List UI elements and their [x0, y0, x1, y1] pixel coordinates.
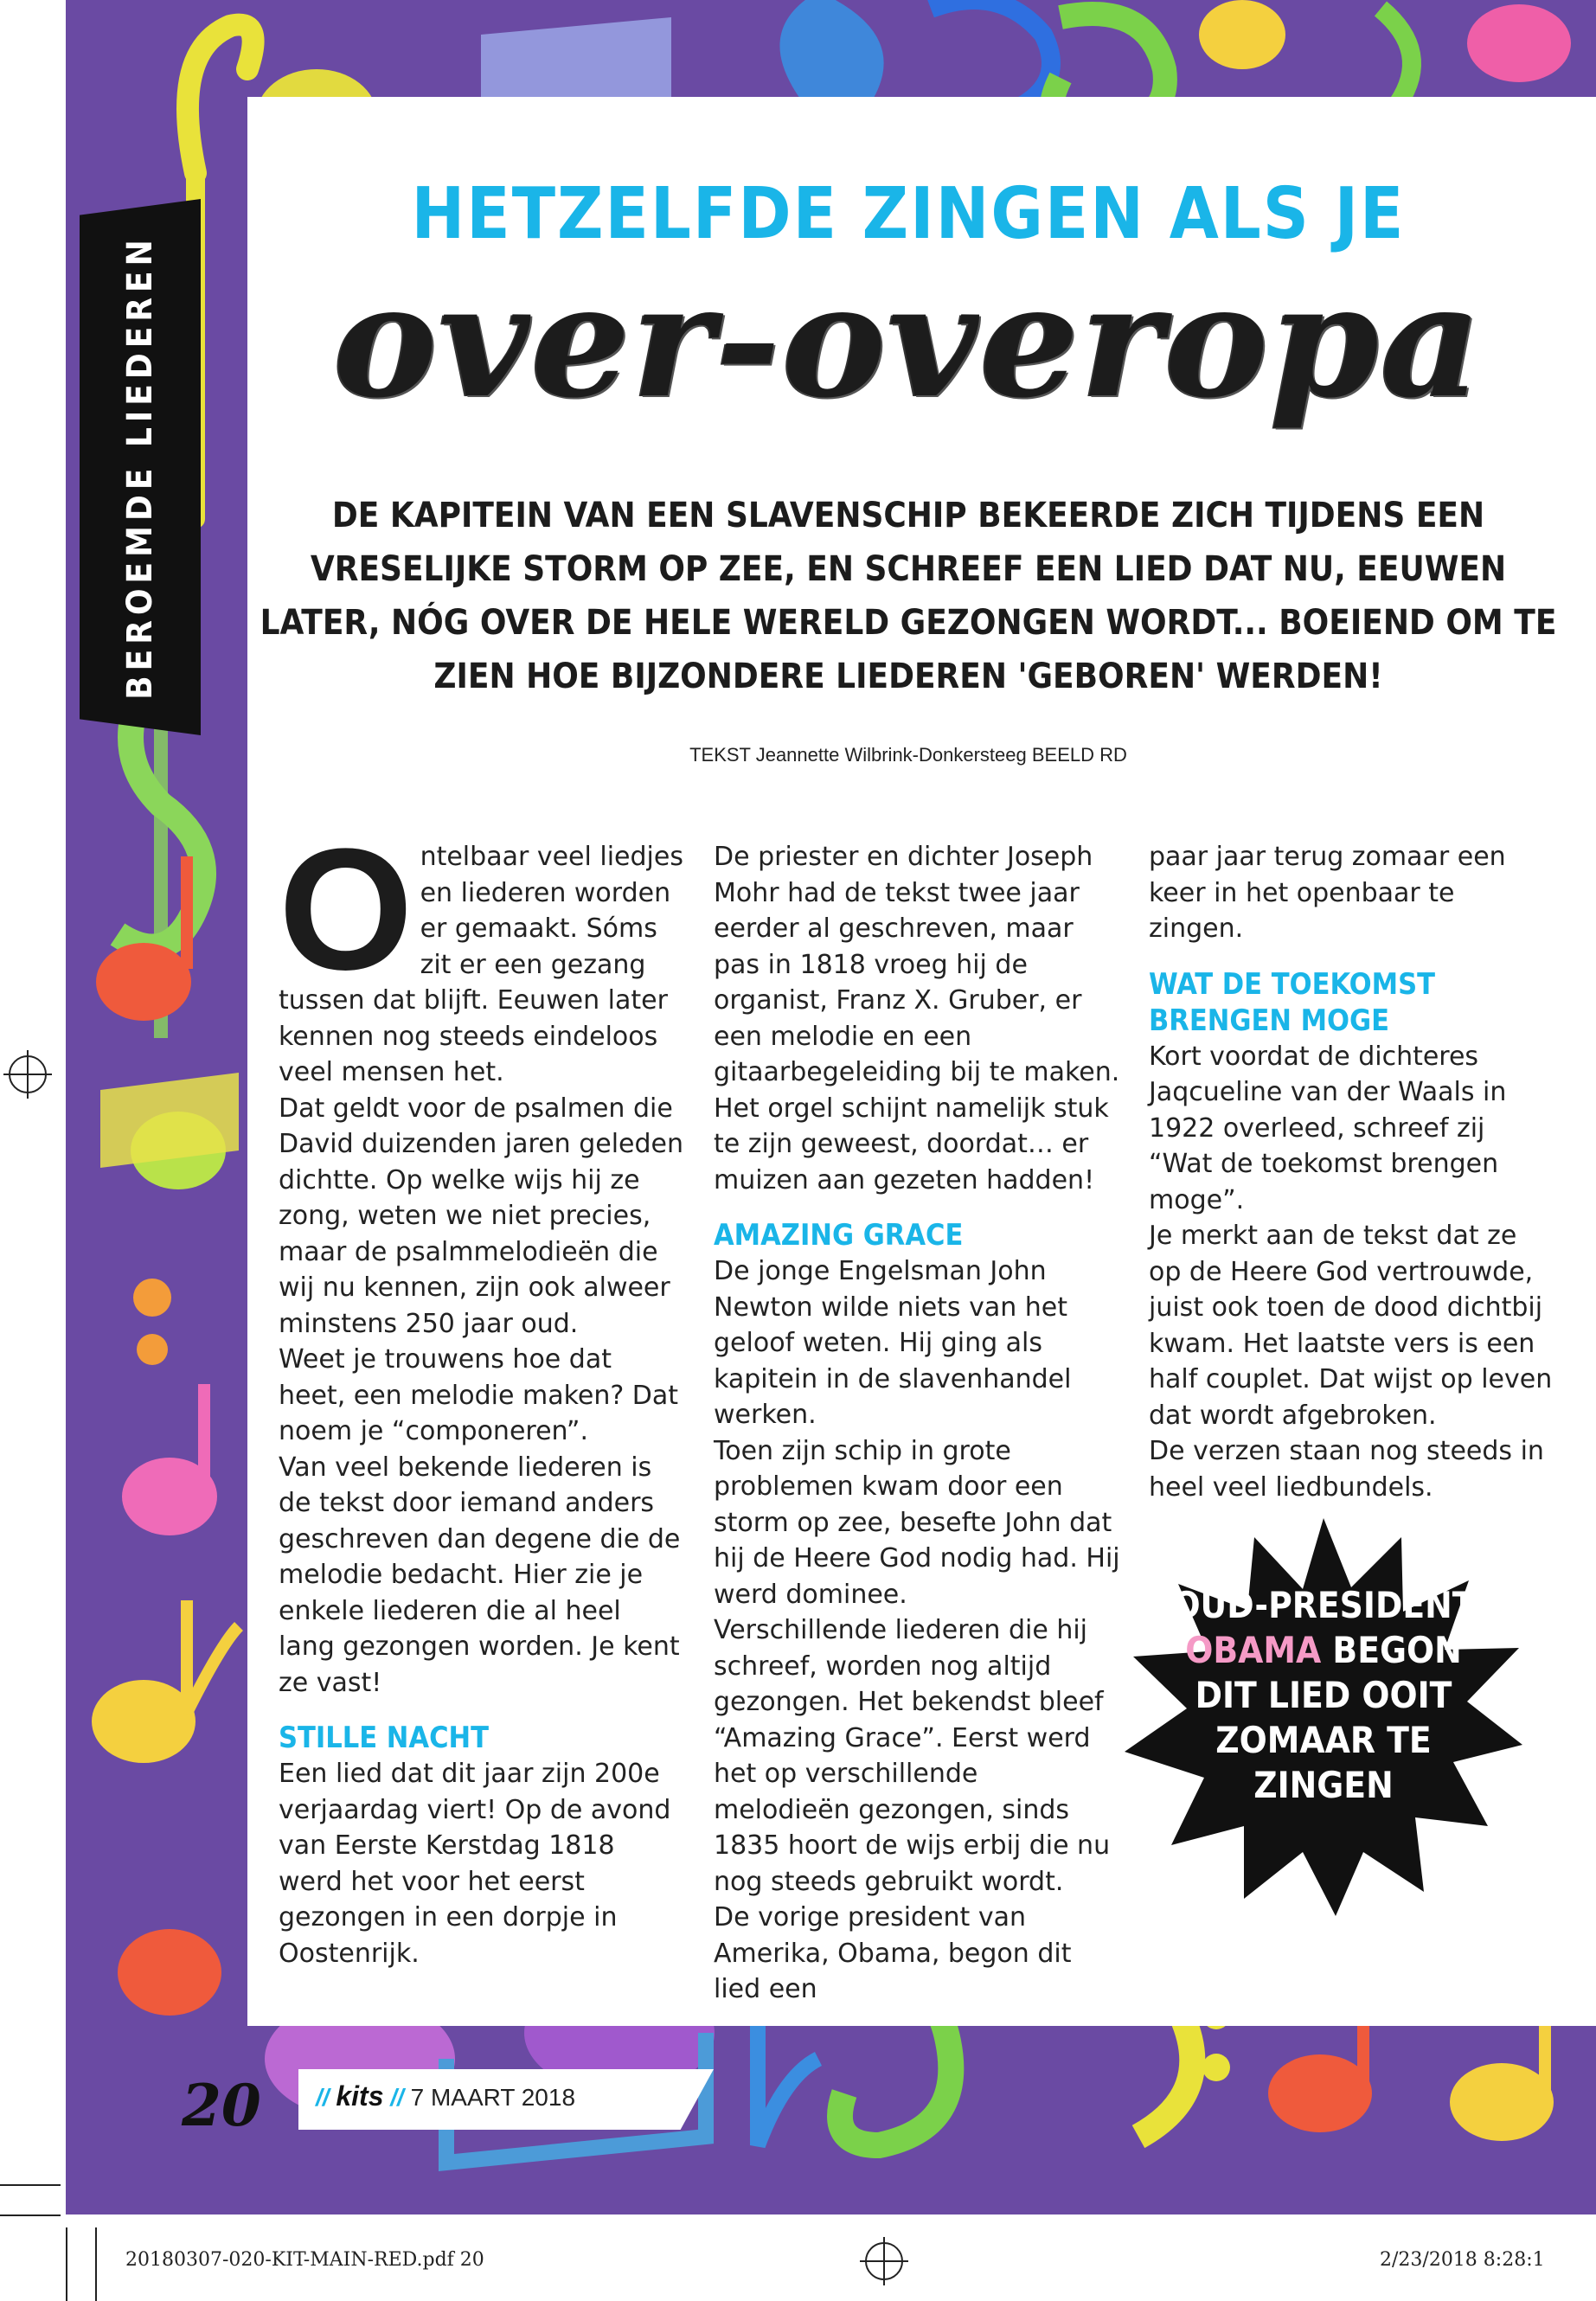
article-credit: TEKST Jeannette Wilbrink-Donkersteeg BEELD RD: [689, 744, 1127, 766]
paragraph: Je merkt aan de tekst dat ze op de Heere God vertrouwde, juist ook toen de dood dichtbij kwam. Het laatste vers is een half couplet. Dat wijst op leven dat wordt afgebroken.: [1149, 1221, 1553, 1431]
print-timestamp: 2/23/2018 8:28:1: [1380, 2249, 1545, 2271]
drop-cap: O: [279, 813, 413, 1006]
headline-script: over-overopa: [333, 250, 1484, 433]
footer-slash: //: [390, 2084, 404, 2111]
paragraph: Een lied dat dit jaar zijn 200e verjaardag viert! Op de avond van Eerste Kerstdag 1818 werd het voor het eerst gezongen in een dorpje in Oostenrijk.: [279, 1759, 671, 1969]
paragraph: De vorige president van Amerika, Obama, begon dit lied een: [714, 1902, 1072, 2004]
registration-mark-icon: [9, 1055, 47, 1093]
lead-text: ntelbaar veel liedjes en liederen worden er gemaakt. Sóms zit er een gezang tussen dat blijft. Eeuwen later kennen nog steeds eindeloos veel mensen het.: [279, 842, 683, 1087]
paragraph: Toen zijn schip in grote problemen kwam door een storm op zee, besefte John dat hij de Heere God nodig had. Hij werd dominee.: [714, 1435, 1120, 1610]
magazine-brand: kits: [336, 2080, 384, 2112]
callout-line-2: BEGON DIT LIED OOIT ZOMAAR TE ZINGEN: [1195, 1629, 1462, 1806]
crop-mark: [95, 2227, 97, 2301]
callout-line-1: OUD-PRESIDENT: [1172, 1584, 1475, 1626]
note-top-7: [1381, 9, 1412, 104]
footer-slash: //: [316, 2084, 330, 2111]
crop-mark: [0, 2184, 61, 2186]
paragraph: paar jaar terug zomaar een keer in het openbaar te zingen.: [1149, 842, 1506, 944]
registration-mark-icon: [865, 2242, 903, 2280]
section-heading-stille-nacht: STILLE NACHT: [279, 1721, 489, 1755]
section-heading-wat-de-toekomst: WAT DE TOEKOMST BRENGEN MOGE: [1149, 966, 1436, 1038]
intro-paragraph: DE KAPITEIN VAN EEN SLAVENSCHIP BEKEERDE ZICH TIJDENS EEN VRESELIJKE STORM OP ZEE, EN SCHREEF EEN LIED DAT NU, EEUWEN LATER, NÓG OVER DE HELE WERELD GEZONGEN WORDT... BOEIEND OM TE ZIEN HOE BIJZONDERE LIEDEREN 'GEBOREN' WERDEN!: [260, 496, 1557, 696]
print-filename: 20180307-020-KIT-MAIN-RED.pdf 20: [125, 2249, 484, 2271]
page-number: 20: [182, 2072, 261, 2139]
headline-kicker: HETZELFDE ZINGEN ALS JE: [411, 173, 1406, 255]
paragraph: De verzen staan nog steeds in heel veel liedbundels.: [1149, 1436, 1544, 1503]
paragraph: De jonge Engelsman John Newton wilde niets van het geloof weten. Hij ging als kapitein in de slavenhandel werken.: [714, 1256, 1072, 1430]
article-column-3: [1149, 839, 1555, 1505]
article-column-1: [279, 813, 685, 1971]
paragraph: De priester en dichter Joseph Mohr had de tekst twee jaar eerder al geschreven, maar pas in 1818 vroeg hij de organist, Franz X. Gruber, er een melodie en een gitaarbegeleiding bij te maken. Het orgel schijnt namelijk stuk te zijn geweest, doordat… er muizen aan gezeten hadden!: [714, 842, 1120, 1195]
paragraph: Weet je trouwens hoe dat heet, een melodie maken? Dat noem je “componeren”.: [279, 1344, 679, 1446]
footer-info: [316, 2080, 575, 2112]
section-tab-label: BEROEMDE LIEDEREN: [120, 234, 161, 700]
crop-mark: [0, 2214, 61, 2216]
note-top-4: [931, 0, 1051, 112]
note-top-8: [1467, 4, 1571, 82]
paragraph: Verschillende liederen die hij schreef, worden nog altijd gezongen. Het bekendst bleef “Amazing Grace”. Eerst werd het op verschillende melodieën gezongen, sinds 1835 hoort de wijs erbij die nu nog steeds gebruikt wordt.: [714, 1615, 1111, 1897]
crop-mark: [66, 2227, 67, 2301]
note-top-6: [1199, 0, 1285, 69]
callout-highlight: OBAMA: [1185, 1629, 1322, 1671]
paragraph: Kort voordat de dichteres Jaqcueline van der Waals in 1922 overleed, schreef zij “Wat de toekomst brengen moge”.: [1149, 1041, 1507, 1215]
paragraph: Dat geldt voor de psalmen die David duizenden jaren geleden dichtte. Op welke wijs hij ze zong, weten we niet precies, maar de psalmmelodieën die wij nu kennen, zijn ook alweer minstens 250 jaar oud.: [279, 1093, 684, 1339]
callout-text: [1172, 1583, 1475, 1808]
lead-paragraph: [279, 813, 685, 1091]
section-tab-text: [80, 199, 201, 735]
issue-date: 7 MAART 2018: [410, 2084, 576, 2111]
paragraph: Van veel bekende liederen is de tekst door iemand anders geschreven dan degene die de melodie bedacht. Hier zie je enkele liederen die al heel lang gezongen worden. Je kent ze vast!: [279, 1452, 681, 1698]
section-heading-amazing-grace: AMAZING GRACE: [714, 1218, 964, 1253]
article-column-2: [714, 839, 1120, 2008]
